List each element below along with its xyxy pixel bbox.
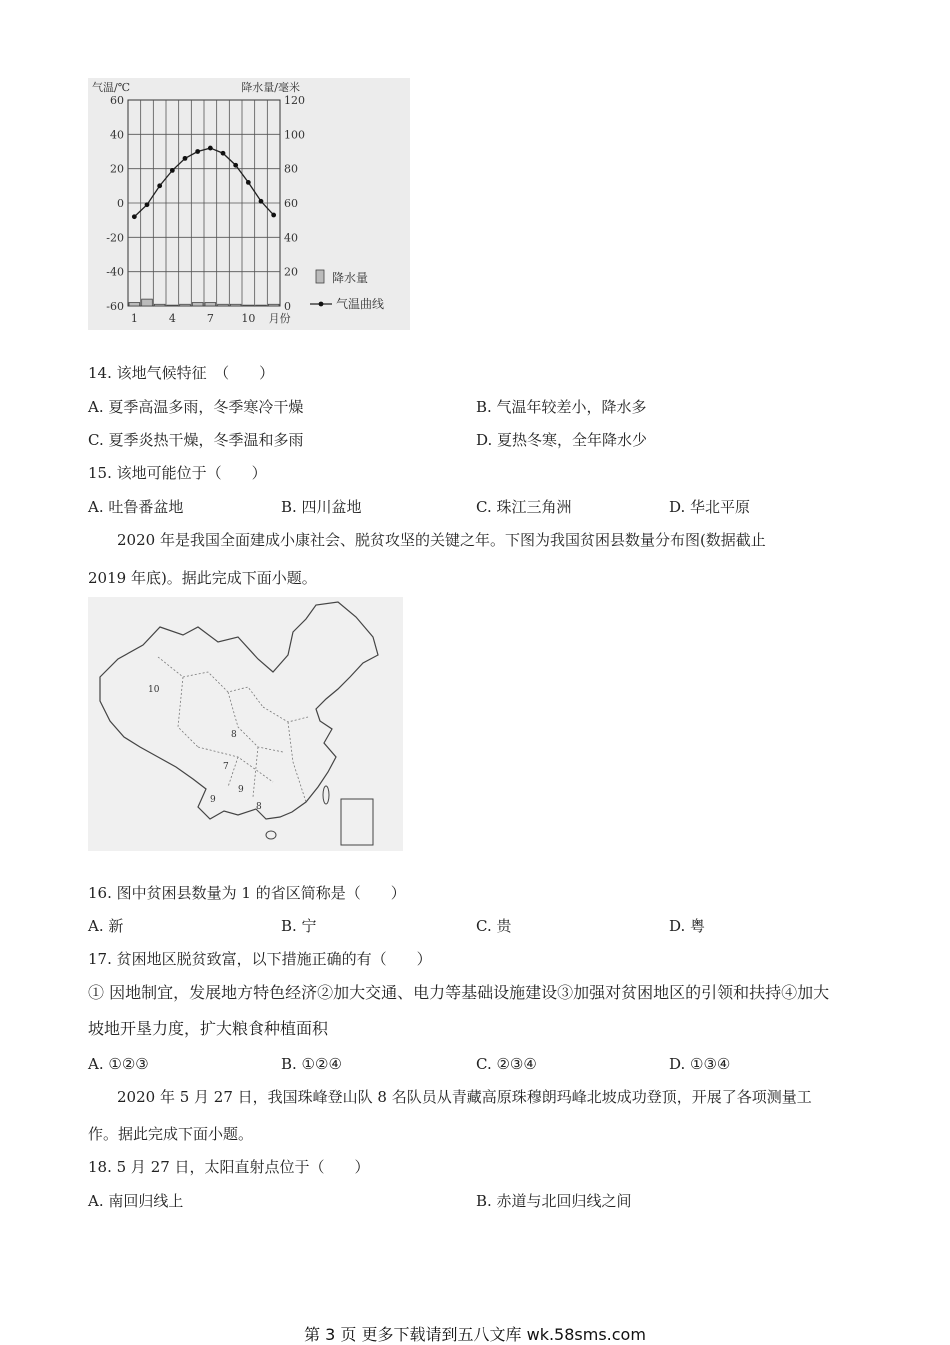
right-tick-label: 120 — [284, 94, 305, 107]
temperature-point — [259, 199, 264, 204]
right-tick-label: 100 — [284, 128, 305, 142]
q18-stem: 18. 5 月 27 日，太阳直射点位于（ ） — [88, 1158, 370, 1176]
q14-option-a[interactable]: A. 夏季高温多雨，冬季寒冷干燥 — [88, 398, 304, 416]
map-label: 9 — [210, 795, 216, 805]
x-tick-label: 7 — [206, 312, 214, 325]
right-tick-label: 40 — [284, 231, 298, 245]
intro-poverty-line2: 2019 年底)。据此完成下面小题。 — [88, 569, 317, 587]
legend-temp-point — [319, 302, 324, 307]
intro-everest-line2: 作。据此完成下面小题。 — [88, 1125, 254, 1143]
left-tick-label: 20 — [110, 162, 124, 176]
q14-option-c[interactable]: C. 夏季炎热干燥，冬季温和多雨 — [88, 431, 304, 449]
q15-option-c[interactable]: C. 珠江三角洲 — [476, 498, 572, 516]
legend-precip-label: 降水量 — [332, 271, 369, 285]
temperature-point — [132, 214, 137, 219]
map-label: 8 — [256, 802, 262, 812]
q17-measures-line2: 坡地开垦力度，扩大粮食种植面积 — [88, 1019, 329, 1038]
legend-temp-label: 气温曲线 — [336, 297, 385, 311]
hainan-island — [266, 831, 276, 839]
map-label: 9 — [238, 785, 244, 795]
q16-option-d[interactable]: D. 粤 — [669, 917, 706, 935]
q14-stem: 14. 该地气候特征 （ ） — [88, 364, 275, 382]
left-tick-label: -60 — [106, 300, 124, 313]
page-footer: 第 3 页 更多下载请到五八文库 wk.58sms.com — [304, 1325, 646, 1344]
q15-stem: 15. 该地可能位于（ ） — [88, 464, 267, 482]
precip-bar — [268, 304, 279, 306]
temperature-point — [145, 202, 150, 207]
q17-measures-line1: ① 因地制宜，发展地方特色经济②加大交通、电力等基础设施建设③加强对贫困地区的引领和扶持④加大 — [88, 983, 830, 1002]
precip-bar — [205, 303, 216, 306]
q14-option-d[interactable]: D. 夏热冬寒，全年降水少 — [476, 431, 648, 449]
map-label: 10 — [148, 685, 160, 695]
left-axis-title: 气温/℃ — [92, 81, 131, 94]
q14-option-b[interactable]: B. 气温年较差小，降水多 — [476, 398, 647, 416]
precip-bar — [167, 305, 178, 306]
poverty-county-map — [88, 597, 403, 851]
precip-bar — [129, 303, 140, 306]
left-tick-label: 60 — [110, 94, 124, 107]
legend-precip-swatch — [316, 270, 324, 283]
q16-stem: 16. 图中贫困县数量为 1 的省区简称是（ ） — [88, 884, 406, 902]
intro-poverty-line1: 2020 年是我国全面建成小康社会、脱贫攻坚的关键之年。下图为我国贫困县数量分布图(数据截止 — [117, 531, 766, 549]
right-tick-label: 80 — [284, 162, 298, 176]
temperature-point — [271, 213, 276, 218]
temperature-point — [183, 156, 188, 161]
left-tick-label: 0 — [117, 197, 124, 210]
right-tick-label: 0 — [284, 300, 291, 313]
taiwan-island — [323, 786, 329, 804]
climate-chart — [88, 78, 410, 330]
precip-bar — [192, 303, 203, 306]
x-tick-label: 10 — [241, 312, 256, 325]
temperature-point — [157, 183, 162, 188]
right-tick-label: 60 — [284, 197, 298, 210]
q17-option-c[interactable]: C. ②③④ — [476, 1055, 537, 1073]
left-tick-label: -20 — [106, 231, 124, 245]
temperature-point — [233, 163, 238, 168]
q15-option-d[interactable]: D. 华北平原 — [669, 498, 751, 516]
left-tick-label: -40 — [106, 265, 124, 279]
temperature-point — [195, 149, 200, 154]
q15-option-a[interactable]: A. 吐鲁番盆地 — [88, 498, 184, 516]
q17-option-a[interactable]: A. ①②③ — [88, 1055, 149, 1073]
temperature-point — [170, 168, 175, 173]
q16-option-b[interactable]: B. 宁 — [281, 917, 317, 935]
x-axis-unit: 月份 — [268, 312, 291, 325]
q15-option-b[interactable]: B. 四川盆地 — [281, 498, 362, 516]
q18-option-b[interactable]: B. 赤道与北回归线之间 — [476, 1192, 632, 1210]
x-tick-label: 1 — [130, 312, 138, 325]
temperature-point — [208, 146, 213, 151]
intro-everest-line1: 2020 年 5 月 27 日，我国珠峰登山队 8 名队员从青藏高原珠穆朗玛峰北坡成功登顶，开展了各项测量工 — [117, 1088, 812, 1106]
q17-stem: 17. 贫困地区脱贫致富，以下措施正确的有（ ） — [88, 950, 432, 968]
temperature-point — [246, 180, 251, 185]
map-label: 8 — [231, 730, 237, 740]
right-tick-label: 20 — [284, 265, 298, 279]
precip-bar — [256, 305, 267, 306]
precip-bar — [180, 304, 191, 306]
precip-bar — [154, 304, 165, 306]
temperature-point — [221, 151, 226, 156]
precip-bar — [142, 299, 153, 306]
climate-chart-svg — [88, 78, 410, 330]
map-label: 7 — [223, 762, 229, 772]
precip-bar — [230, 304, 241, 306]
q18-option-a[interactable]: A. 南回归线上 — [88, 1192, 184, 1210]
precip-bar — [243, 305, 254, 306]
q17-option-b[interactable]: B. ①②④ — [281, 1055, 342, 1073]
south-china-sea-inset — [341, 799, 373, 845]
right-axis-title: 降水量/毫米 — [241, 81, 300, 94]
q17-option-d[interactable]: D. ①③④ — [669, 1055, 731, 1073]
china-map-outline — [88, 597, 403, 851]
precip-bar — [218, 304, 229, 306]
x-tick-label: 4 — [168, 312, 176, 325]
q16-option-c[interactable]: C. 贵 — [476, 917, 512, 935]
q16-option-a[interactable]: A. 新 — [88, 917, 124, 935]
left-tick-label: 40 — [110, 128, 124, 142]
